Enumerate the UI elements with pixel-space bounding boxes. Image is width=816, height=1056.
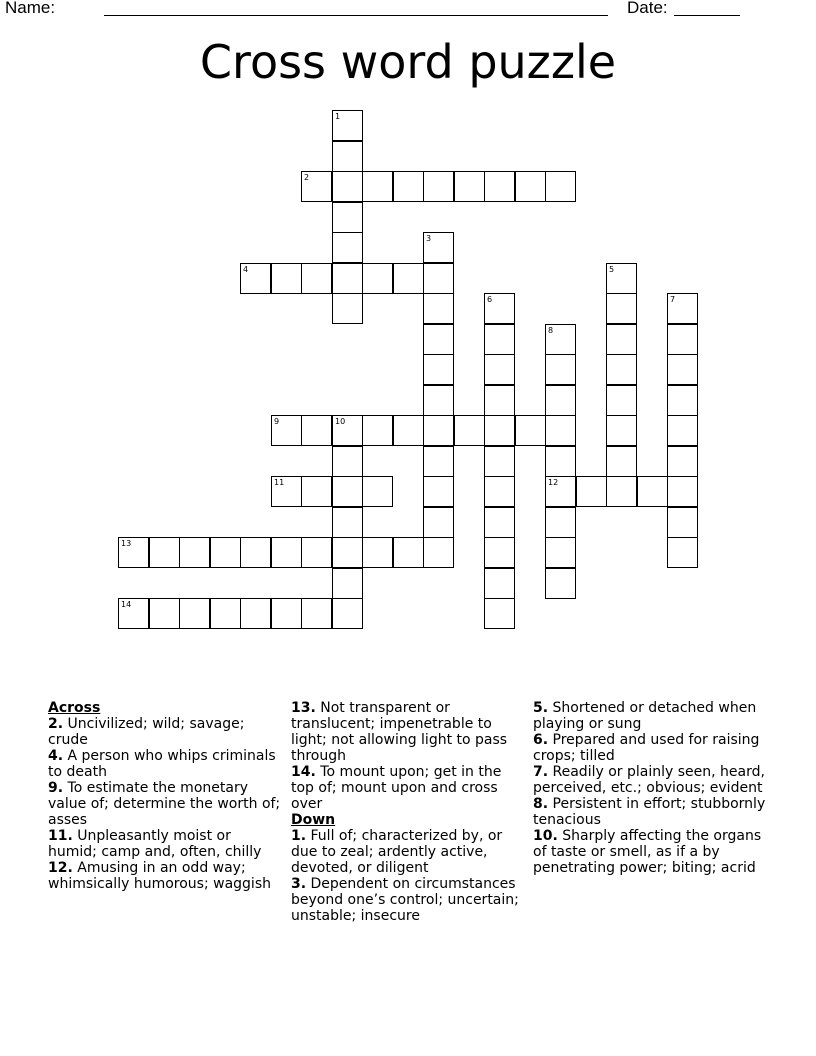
grid-cell[interactable] [301,415,332,446]
grid-cell[interactable] [362,415,393,446]
grid-cell[interactable] [332,202,363,233]
grid-cell[interactable] [332,476,363,507]
name-label: Name: [5,0,56,17]
grid-cell[interactable] [667,507,698,538]
grid-cell[interactable] [332,598,363,629]
grid-cell[interactable] [393,263,424,294]
clue-down-10: 10. Sharply affecting the organs of taste or smell, as if a by penetrating power; biting; acrid [533,828,762,876]
grid-cell[interactable] [271,537,302,568]
clue-across-13: 13. Not transparent or translucent; impenetrable to light; not allowing light to pass through [291,700,508,764]
clue-across-4: 4. A person who whips criminals to death [48,748,276,780]
grid-cell[interactable] [240,263,271,294]
grid-cell[interactable] [149,598,180,629]
grid-cell[interactable] [210,537,241,568]
grid-cell[interactable] [362,476,393,507]
grid-cell[interactable] [423,537,454,568]
page-title: Cross word puzzle [199,35,617,89]
grid-cell[interactable] [606,385,637,416]
grid-cell[interactable] [271,598,302,629]
grid-cell[interactable] [301,598,332,629]
clue-down-7: 7. Readily or plainly seen, heard, perceived, etc.; obvious; evident [533,764,765,796]
clue-across-14: 14. To mount upon; get in the top of; mount upon and cross over [291,764,502,812]
clue-across-9: 9. To estimate the monetary value of; determine the worth of; asses [48,780,281,828]
grid-cell[interactable] [423,385,454,416]
grid-cell[interactable] [545,537,576,568]
grid-cell[interactable] [393,415,424,446]
clues-column-2 [291,700,527,924]
grid-cell[interactable] [332,110,363,141]
grid-cell[interactable] [271,263,302,294]
grid-cell[interactable] [484,568,515,599]
clues-column-1 [48,700,284,892]
cell-number: 2 [304,173,310,182]
cell-number: 7 [670,295,676,304]
cell-number: 3 [426,234,432,243]
clue-down-6: 6. Prepared and used for raising crops; tilled [533,732,760,764]
grid-cell[interactable] [423,415,454,446]
cell-number: 13 [121,539,132,548]
grid-cell[interactable] [606,324,637,355]
date-label: Date: [627,0,668,17]
grid-cell[interactable] [545,354,576,385]
grid-cell[interactable] [332,263,363,294]
grid-cell[interactable] [484,324,515,355]
clue-down-3: 3. Dependent on circumstances beyond one’s control; uncertain; unstable; insecure [291,876,519,924]
grid-cell[interactable] [515,171,546,202]
clue-across-12: 12. Amusing in an odd way; whimsically humorous; waggish [48,860,271,892]
grid-cell[interactable] [210,598,241,629]
grid-cell[interactable] [545,446,576,477]
grid-cell[interactable] [271,476,302,507]
grid-cell[interactable] [179,598,210,629]
grid-cell[interactable] [423,324,454,355]
clue-down-8: 8. Persistent in effort; stubbornly tenacious [533,796,766,828]
grid-cell[interactable] [606,476,637,507]
grid-cell[interactable] [362,263,393,294]
grid-cell[interactable] [423,476,454,507]
clue-across-2: 2. Uncivilized; wild; savage; crude [48,716,245,748]
clue-down-5: 5. Shortened or detached when playing or sung [533,700,757,732]
grid-cell[interactable] [423,354,454,385]
grid-cell[interactable] [362,537,393,568]
grid-cell[interactable] [545,415,576,446]
grid-cell[interactable] [423,507,454,538]
grid-cell[interactable] [484,598,515,629]
grid-cell[interactable] [667,415,698,446]
clues-column-3 [533,700,769,876]
grid-cell[interactable] [301,537,332,568]
cell-number: 11 [274,478,285,487]
grid-cell[interactable] [545,476,576,507]
cell-number: 9 [274,417,280,426]
grid-cell[interactable] [332,141,363,172]
cell-number: 12 [548,478,559,487]
grid-cell[interactable] [454,415,485,446]
grid-cell[interactable] [606,354,637,385]
grid-cell[interactable] [484,171,515,202]
grid-cell[interactable] [301,171,332,202]
grid-cell[interactable] [606,293,637,324]
grid-cell[interactable] [484,537,515,568]
across-heading: Across [48,700,101,716]
grid-cell[interactable] [515,415,546,446]
grid-cell[interactable] [149,537,180,568]
cell-number: 8 [548,326,554,335]
grid-cell[interactable] [667,446,698,477]
grid-cell[interactable] [545,324,576,355]
grid-cell[interactable] [332,446,363,477]
grid-cell[interactable] [423,446,454,477]
grid-cell[interactable] [545,568,576,599]
cell-number: 10 [335,417,346,426]
cell-number: 4 [243,265,249,274]
grid-cell[interactable] [332,293,363,324]
grid-cell[interactable] [576,476,607,507]
cell-number: 6 [487,295,493,304]
grid-cell[interactable] [332,232,363,263]
grid-cell[interactable] [332,415,363,446]
grid-cell[interactable] [362,171,393,202]
grid-cell[interactable] [393,537,424,568]
grid-cell[interactable] [667,293,698,324]
grid-cell[interactable] [332,537,363,568]
clue-down-1: 1. Full of; characterized by, or due to zeal; ardently active, devoted, or diligent [291,828,503,876]
grid-cell[interactable] [271,415,302,446]
grid-cell[interactable] [667,324,698,355]
cell-number: 5 [609,265,615,274]
grid-cell[interactable] [545,385,576,416]
grid-cell[interactable] [332,507,363,538]
clue-across-11: 11. Unpleasantly moist or humid; camp and, often, chilly [48,828,262,860]
grid-cell[interactable] [667,476,698,507]
grid-cell[interactable] [240,537,271,568]
grid-cell[interactable] [606,263,637,294]
grid-cell[interactable] [179,537,210,568]
grid-cell[interactable] [240,598,271,629]
grid-cell[interactable] [332,568,363,599]
grid-cell[interactable] [393,171,424,202]
grid-cell[interactable] [484,446,515,477]
cell-number: 14 [121,600,132,609]
grid-cell[interactable] [423,293,454,324]
grid-cell[interactable] [484,293,515,324]
grid-cell[interactable] [423,232,454,263]
down-heading: Down [291,812,336,828]
grid-cell[interactable] [332,171,363,202]
grid-cell[interactable] [484,415,515,446]
grid-cell[interactable] [484,354,515,385]
grid-cell[interactable] [545,507,576,538]
grid-cell[interactable] [118,598,149,629]
grid-cell[interactable] [301,476,332,507]
grid-cell[interactable] [667,354,698,385]
grid-cell[interactable] [667,537,698,568]
grid-cell[interactable] [423,263,454,294]
grid-cell[interactable] [301,263,332,294]
grid-cell[interactable] [118,537,149,568]
grid-cell[interactable] [423,171,454,202]
grid-cell[interactable] [606,415,637,446]
grid-cell[interactable] [454,171,485,202]
grid-cell[interactable] [484,476,515,507]
grid-cell[interactable] [484,507,515,538]
grid-cell[interactable] [667,385,698,416]
grid-cell[interactable] [545,171,576,202]
grid-cell[interactable] [637,476,668,507]
grid-cell[interactable] [606,446,637,477]
cell-number: 1 [335,112,341,121]
grid-cell[interactable] [484,385,515,416]
